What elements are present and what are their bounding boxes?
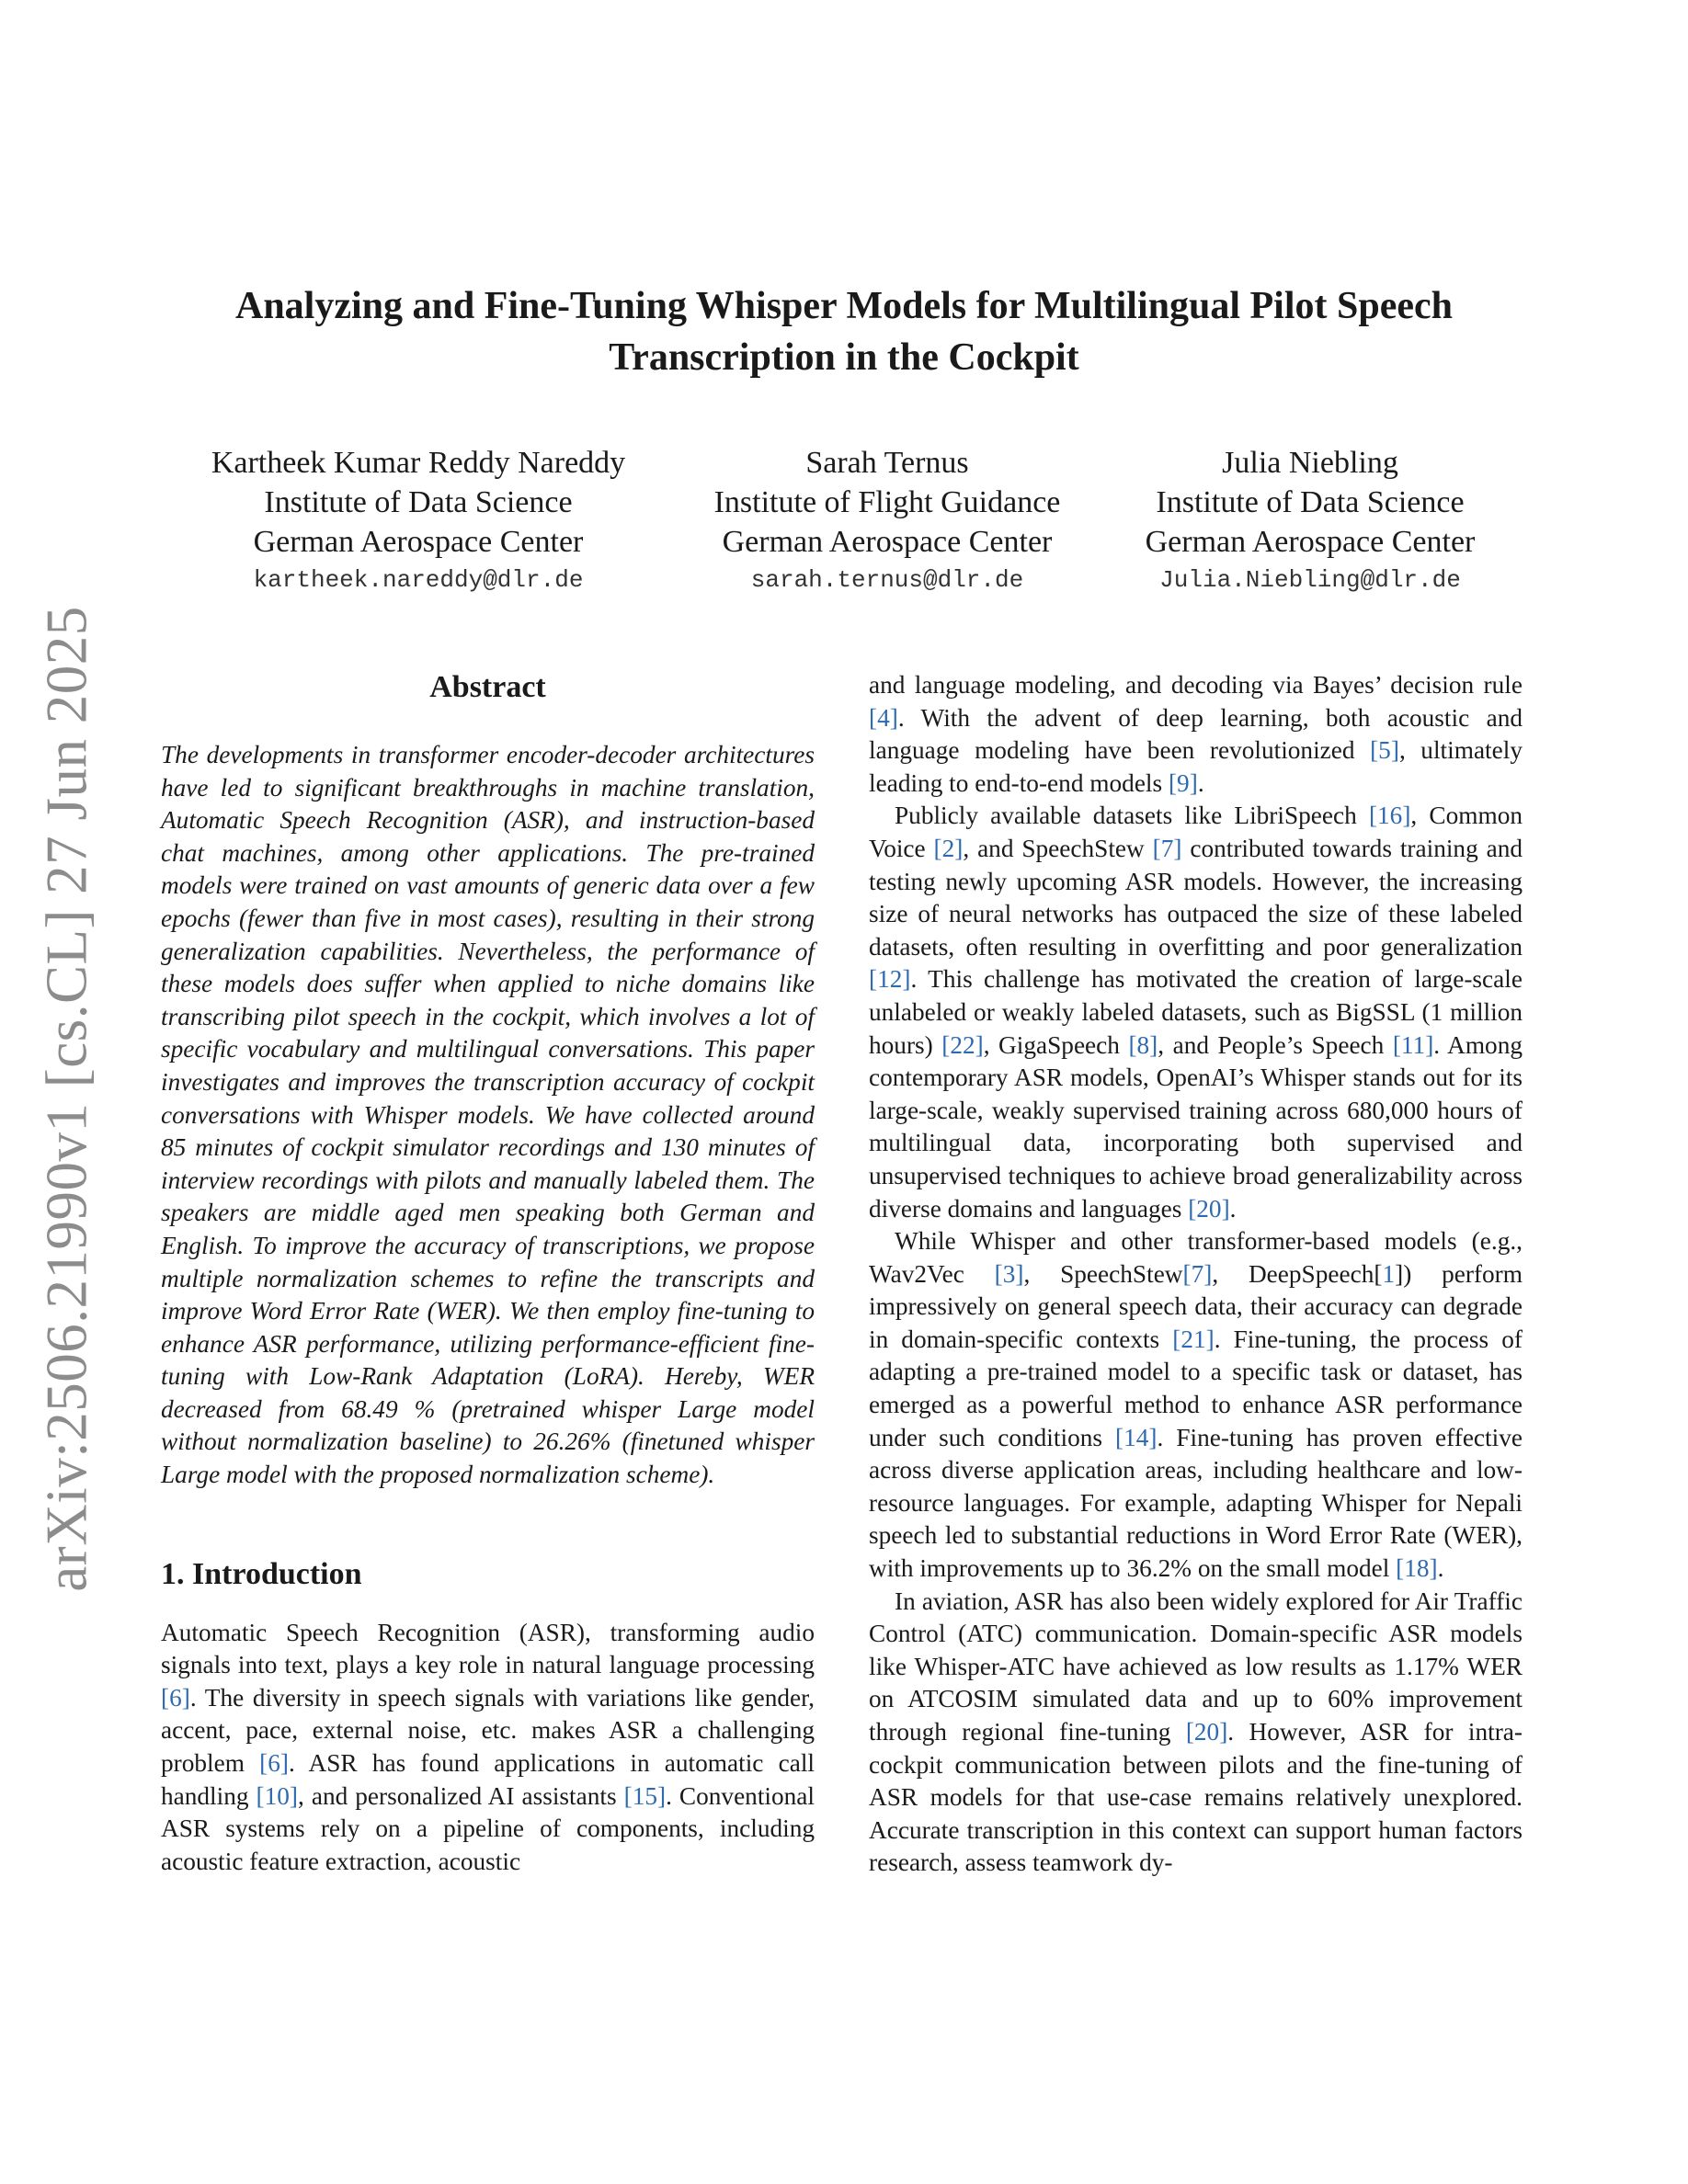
citation-link[interactable]: [4] bbox=[869, 703, 898, 732]
abstract-text: The developments in transformer encoder-decoder architectures have led to significant breakthroughs in machine translation, Automatic Speech Recognition (ASR), and instruction-based chat machines, among other applications. The pre-trained models were trained on vast amounts of generic data over a few epochs (fewer than five in most cases), resulting in their strong generalization capabilities. Nevertheless, the performance of these models does suffer when applied to niche domains like transcribing pilot speech in the cockpit, which involves a lot of specific vocabulary and multilingual conversations. This paper investigates and improves the transcription accuracy of cockpit conversations with Whisper models. We have collected around 85 minutes of cockpit simulator recordings and 130 minutes of interview recordings with pilots and manually labeled them. The speakers are middle aged men speaking both German and English. To improve the accuracy of transcriptions, we propose multiple normalization schemes to refine the transcripts and improve Word Error Rate (WER). We then employ fine-tuning to enhance ASR performance, utilizing performance-efficient fine-tuning with Low-Rank Adaptation (LoRA). Hereby, WER decreased from 68.49 % (pretrained whisper Large model without normalization baseline) to 26.26% (finetuned whisper Large model with the proposed normalization scheme). bbox=[161, 741, 815, 1489]
body-text: . This challenge has motivated the creation of large-scale unlabeled or weakly labeled datasets, such as BigSSL (1 million hours) bbox=[869, 965, 1523, 1059]
author-institute: Institute of Data Science bbox=[264, 485, 573, 519]
intro-text: , and personalized AI assistants bbox=[298, 1781, 624, 1810]
intro-text: Automatic Speech Recognition (ASR), transforming audio signals into text, plays a key role in natural language processing bbox=[161, 1618, 815, 1679]
body-text: . Fine-tuning has proven effective across diverse application areas, including healthcare and low-resource languages. For example, adapting Whisper for Nepali speech led to substantial reductions in Word Error Rate (WER), with improvements up to 36.2% on the small model bbox=[869, 1423, 1523, 1583]
body-text: Publicly available datasets like LibriSpeech bbox=[895, 802, 1369, 830]
citation-link[interactable]: [2] bbox=[933, 834, 964, 862]
body-text: contributed towards training and testing newly upcoming ASR models. However, the increasing size of neural networks has outpaced the size of these labeled datasets, often resulting in overfitting and poor generalization bbox=[869, 834, 1523, 961]
author-name: Kartheek Kumar Reddy Nareddy bbox=[211, 446, 626, 480]
body-text: and language modeling, and decoding via Bayes’ decision rule bbox=[869, 671, 1523, 699]
author-organization: German Aerospace Center bbox=[722, 525, 1053, 559]
introduction-heading: 1. Introduction bbox=[161, 1556, 362, 1591]
body-text: . Among contemporary ASR models, OpenAI’s Whisper stands out for its large-scale, weakly supervised training across 680,000 hours of multilingual data, incorporating both supervised and unsupervised techniques to achieve broad generalizability across diverse domains and languages bbox=[869, 1030, 1523, 1223]
author-institute: Institute of Flight Guidance bbox=[713, 485, 1061, 519]
right-paragraph-0 bbox=[869, 669, 1523, 800]
body-text: . bbox=[1197, 768, 1204, 797]
citation-link[interactable]: [21] bbox=[1172, 1325, 1215, 1353]
citation-link[interactable]: [14] bbox=[1115, 1423, 1158, 1451]
body-text: , Common Voice bbox=[869, 802, 1523, 862]
author-organization: German Aerospace Center bbox=[1145, 525, 1476, 559]
citation-link[interactable]: [15] bbox=[623, 1781, 667, 1810]
author-organization: German Aerospace Center bbox=[253, 525, 584, 559]
abstract-heading: Abstract bbox=[429, 670, 546, 704]
body-text: . However, ASR for intra-cockpit communication between pilots and the fine-tuning of ASR models for that use-case remains relatively unexplored. Accurate transcription in this context can support human factors research, assess teamwork dy- bbox=[869, 1718, 1523, 1877]
citation-link[interactable]: [7] bbox=[1182, 1259, 1213, 1288]
author-email[interactable]: kartheek.nareddy@dlr.de bbox=[253, 566, 584, 594]
citation-link[interactable]: [22] bbox=[941, 1030, 984, 1059]
citation-link[interactable]: [7] bbox=[1152, 834, 1182, 862]
left-column bbox=[161, 669, 815, 1878]
author-email[interactable]: Julia.Niebling@dlr.de bbox=[1159, 566, 1461, 594]
citation-link[interactable]: [6] bbox=[259, 1749, 290, 1778]
citation-link[interactable]: [20] bbox=[1185, 1718, 1228, 1746]
arxiv-identifier-text: arXiv:2506.21990v1 [cs.CL] 27 Jun 2025 bbox=[34, 605, 99, 1592]
body-text: ]) perform impressively on general speech data, their accuracy can degrade in domain-specific contexts bbox=[869, 1259, 1523, 1353]
body-text: . With the advent of deep learning, both acoustic and language modeling have been revolutionized bbox=[869, 703, 1523, 765]
citation-link[interactable]: [5] bbox=[1370, 736, 1399, 765]
right-column bbox=[869, 669, 1523, 1880]
author-block-2 bbox=[680, 443, 1094, 598]
author-block-1 bbox=[165, 443, 671, 598]
author-name: Julia Niebling bbox=[1222, 446, 1398, 480]
body-text: In aviation, ASR has also been widely explored for Air Traffic Control (ATC) communication. Domain-specific ASR models like Whisper-ATC have achieved as low results as 1.17% WER on ATCOSIM simulated data and up to 60% improvement through regional fine-tuning bbox=[869, 1587, 1523, 1746]
arxiv-identifier-stamp bbox=[17, 605, 118, 1592]
intro-text: . ASR has found applications in automatic call handling bbox=[161, 1749, 815, 1810]
body-text: , ultimately leading to end-to-end models bbox=[869, 736, 1523, 797]
paper-title-line-1: Analyzing and Fine-Tuning Whisper Models for Multilingual Pilot Speech bbox=[234, 285, 1453, 327]
citation-link[interactable]: [20] bbox=[1188, 1194, 1230, 1223]
right-paragraph-2 bbox=[869, 1225, 1523, 1586]
citation-link[interactable]: [3] bbox=[994, 1259, 1024, 1288]
body-text: . Fine-tuning, the process of adapting a pre-trained model to a specific task or dataset, has emerged as a powerful method to enhance ASR performance under such conditions bbox=[869, 1325, 1523, 1451]
right-paragraph-1 bbox=[869, 800, 1523, 1225]
paper-title-line-2: Transcription in the Cockpit bbox=[609, 336, 1079, 379]
intro-text: . The diversity in speech signals with variations like gender, accent, pace, external noise, etc. makes ASR a challenging problem bbox=[161, 1683, 815, 1778]
body-text: , DeepSpeech[ bbox=[1212, 1259, 1383, 1288]
author-institute: Institute of Data Science bbox=[1156, 485, 1465, 519]
body-text: , and SpeechStew bbox=[963, 834, 1153, 862]
body-text: , SpeechStew bbox=[1023, 1259, 1183, 1288]
author-name: Sarah Ternus bbox=[805, 446, 969, 480]
citation-link[interactable]: [16] bbox=[1368, 802, 1411, 830]
citation-link[interactable]: [18] bbox=[1396, 1554, 1438, 1583]
citation-link[interactable]: [8] bbox=[1128, 1030, 1158, 1059]
citation-link[interactable]: [9] bbox=[1168, 768, 1198, 797]
citation-link[interactable]: 1 bbox=[1382, 1259, 1396, 1288]
intro-text: . Conventional ASR systems rely on a pipeline of components, including acoustic feature extraction, acoustic bbox=[161, 1781, 815, 1875]
body-text: , and People’s Speech bbox=[1158, 1030, 1393, 1059]
author-email[interactable]: sarah.ternus@dlr.de bbox=[750, 566, 1024, 594]
author-block-3 bbox=[1103, 443, 1517, 598]
citation-link[interactable]: [12] bbox=[869, 965, 911, 994]
body-text: . bbox=[1229, 1194, 1237, 1223]
right-paragraph-3 bbox=[869, 1586, 1523, 1880]
body-text: , GigaSpeech bbox=[983, 1030, 1129, 1059]
body-text: . bbox=[1437, 1554, 1444, 1583]
paper-title bbox=[165, 280, 1523, 383]
citation-link[interactable]: [11] bbox=[1392, 1030, 1434, 1059]
citation-link[interactable]: [10] bbox=[256, 1781, 299, 1810]
intro-paragraph-1 bbox=[161, 1617, 815, 1879]
citation-link[interactable]: [6] bbox=[161, 1683, 190, 1712]
body-text: While Whisper and other transformer-based models (e.g., Wav2Vec bbox=[869, 1227, 1523, 1288]
